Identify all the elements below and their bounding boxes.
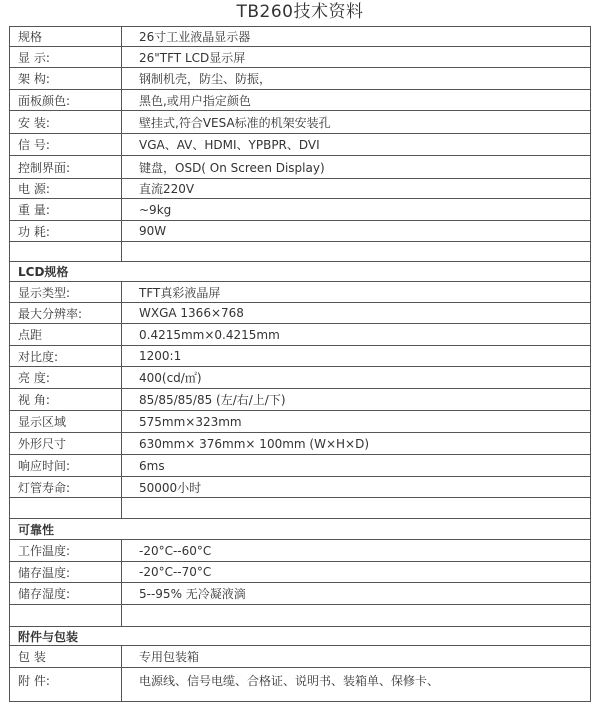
table-row [10,303,591,324]
table-row [10,221,591,242]
table-row [10,455,591,477]
table-row [10,646,591,668]
spec-label: 储存温度: [10,562,122,583]
spec-label: 灯管寿命: [10,477,122,498]
spec-label: 工作温度: [10,540,122,562]
table-row [10,540,591,562]
table-row [10,68,591,90]
table-row [10,562,591,583]
table-row [10,477,591,498]
spec-label: 储存湿度: [10,583,122,605]
empty-cell [10,498,122,519]
spec-label: 包 装 [10,646,122,668]
spec-label: 显 示: [10,47,122,68]
spec-label: 电 源: [10,179,122,199]
spec-label: 信 号: [10,134,122,156]
spec-value: -20°C--70°C [122,562,591,583]
empty-row [10,242,591,262]
spec-value: ~9kg [122,199,591,221]
spec-label: 规格 [10,27,122,47]
section-header [10,262,591,282]
table-row [10,199,591,221]
spec-value: 键盘，OSD( On Screen Display) [122,156,591,179]
spec-label: 架 构: [10,68,122,90]
table-row [10,583,591,605]
table-row [10,324,591,346]
spec-label: 显示类型: [10,282,122,303]
spec-table [9,26,591,702]
table-row [10,433,591,455]
spec-value: 钢制机壳，防尘、防振， [122,68,591,90]
table-row [10,156,591,179]
empty-cell [10,242,122,262]
spec-value: VGA、AV、HDMI、YPBPR、DVI [122,134,591,156]
spec-value: -20°C--60°C [122,540,591,562]
spec-label: 附 件: [10,668,122,702]
empty-cell [10,605,122,627]
spec-value: 壁挂式,符合VESA标准的机架安装孔 [122,111,591,134]
page-title: TB260技术资料 [236,2,364,22]
spec-label: 面板颜色: [10,90,122,111]
spec-label: 点距 [10,324,122,346]
spec-label: 重 量: [10,199,122,221]
table-row [10,111,591,134]
spec-value: 专用包装箱 [122,646,591,668]
table-row [10,346,591,367]
spec-label: 视 角: [10,389,122,411]
table-row [10,282,591,303]
spec-label: 外形尺寸 [10,433,122,455]
spec-value: 6ms [122,455,591,477]
section-heading-accessories: 附件与包装 [10,627,591,646]
table-row [10,90,591,111]
spec-label: 亮 度: [10,367,122,389]
section-header [10,627,591,646]
table-row [10,668,591,702]
spec-value: 400(cd/㎡) [122,367,591,389]
spec-value: 5--95% 无冷凝液滴 [122,583,591,605]
section-heading-lcd: LCD规格 [10,262,591,282]
spec-value: 26寸工业液晶显示器 [122,27,591,47]
empty-cell [122,242,591,262]
empty-cell [122,605,591,627]
spec-value: 黑色,或用户指定颜色 [122,90,591,111]
spec-value: 630mm× 376mm× 100mm (W×H×D) [122,433,591,455]
table-row [10,389,591,411]
empty-cell [122,498,591,519]
spec-value: 50000小时 [122,477,591,498]
empty-row [10,498,591,519]
table-row [10,411,591,433]
spec-label: 响应时间: [10,455,122,477]
section-heading-reliability: 可靠性 [10,519,591,540]
empty-row [10,605,591,627]
table-row [10,27,591,47]
spec-value: TFT真彩液晶屏 [122,282,591,303]
section-header [10,519,591,540]
spec-label: 显示区域 [10,411,122,433]
spec-label: 控制界面: [10,156,122,179]
spec-value: 直流220V [122,179,591,199]
spec-value: 电源线、信号电缆、合格证、说明书、装箱单、保修卡、 [122,668,591,702]
spec-value: 575mm×323mm [122,411,591,433]
spec-value: 85/85/85/85 (左/右/上/下) [122,389,591,411]
spec-value: 0.4215mm×0.4215mm [122,324,591,346]
spec-label: 功 耗: [10,221,122,242]
spec-label: 安 装: [10,111,122,134]
table-row [10,367,591,389]
spec-value: 26"TFT LCD显示屏 [122,47,591,68]
spec-label: 最大分辨率: [10,303,122,324]
table-row [10,134,591,156]
spec-value: WXGA 1366×768 [122,303,591,324]
table-row [10,179,591,199]
spec-label: 对比度: [10,346,122,367]
table-row [10,47,591,68]
spec-value: 1200:1 [122,346,591,367]
spec-value: 90W [122,221,591,242]
